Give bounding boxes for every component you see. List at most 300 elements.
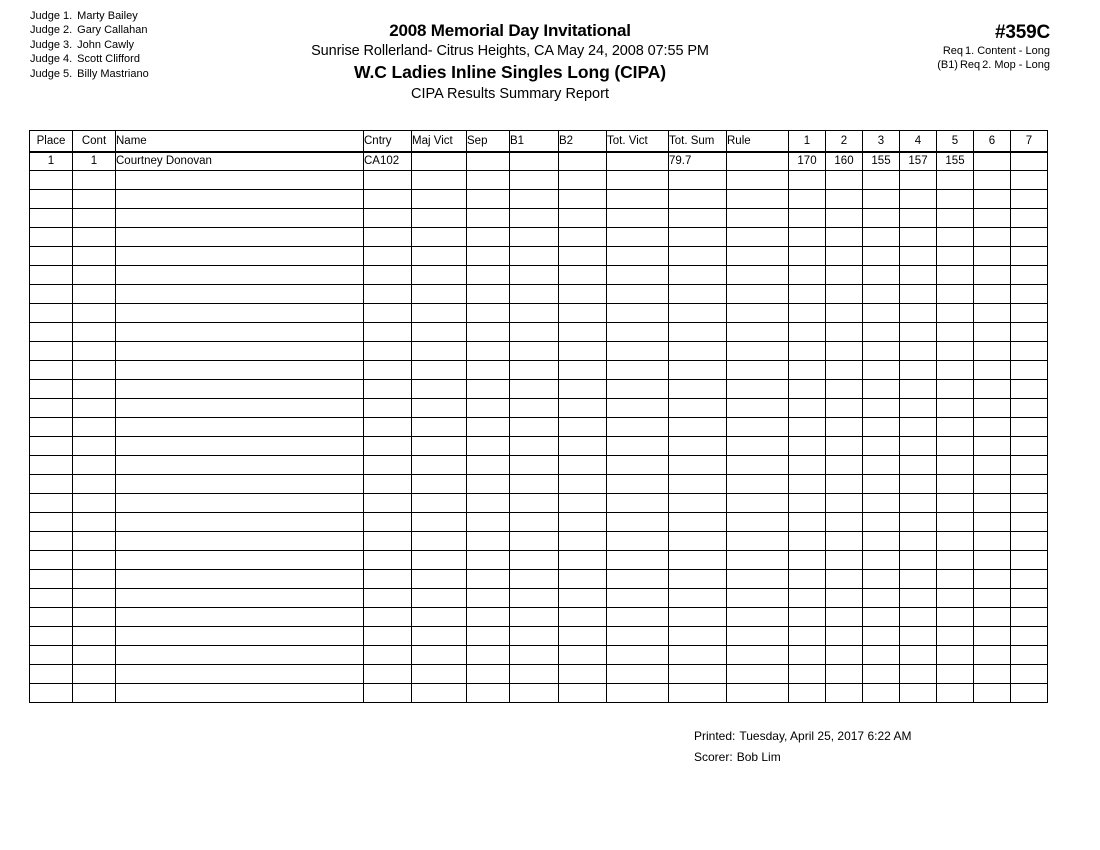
- cell-cntry[interactable]: [364, 437, 412, 456]
- cell-j7[interactable]: [1011, 171, 1048, 190]
- cell-maj_vict[interactable]: [412, 342, 467, 361]
- cell-j6[interactable]: [974, 228, 1011, 247]
- cell-cont[interactable]: [73, 304, 116, 323]
- cell-tot_sum[interactable]: [669, 646, 727, 665]
- cell-cntry[interactable]: [364, 475, 412, 494]
- cell-b1[interactable]: [510, 304, 559, 323]
- cell-j6[interactable]: [974, 171, 1011, 190]
- cell-j7[interactable]: [1011, 418, 1048, 437]
- cell-tot_sum[interactable]: [669, 475, 727, 494]
- cell-j1[interactable]: 170: [789, 152, 826, 171]
- cell-b1[interactable]: [510, 494, 559, 513]
- cell-cont[interactable]: [73, 247, 116, 266]
- cell-j4[interactable]: [900, 437, 937, 456]
- cell-j5[interactable]: [937, 418, 974, 437]
- cell-j7[interactable]: [1011, 190, 1048, 209]
- cell-b1[interactable]: [510, 342, 559, 361]
- cell-j1[interactable]: [789, 475, 826, 494]
- cell-j2[interactable]: [826, 551, 863, 570]
- cell-j5[interactable]: 155: [937, 152, 974, 171]
- cell-name[interactable]: [116, 418, 364, 437]
- cell-name[interactable]: [116, 513, 364, 532]
- cell-j2[interactable]: [826, 266, 863, 285]
- cell-cont[interactable]: [73, 361, 116, 380]
- column-header-j7[interactable]: 7: [1011, 131, 1048, 152]
- cell-j1[interactable]: [789, 209, 826, 228]
- cell-j6[interactable]: [974, 418, 1011, 437]
- cell-j3[interactable]: [863, 551, 900, 570]
- cell-j2[interactable]: [826, 228, 863, 247]
- cell-j4[interactable]: [900, 608, 937, 627]
- cell-tot_vict[interactable]: [607, 570, 669, 589]
- cell-j7[interactable]: [1011, 152, 1048, 171]
- cell-cntry[interactable]: CA102: [364, 152, 412, 171]
- cell-cont[interactable]: [73, 513, 116, 532]
- cell-sep[interactable]: [467, 304, 510, 323]
- table-row-empty[interactable]: [30, 342, 1048, 361]
- cell-maj_vict[interactable]: [412, 247, 467, 266]
- cell-cont[interactable]: [73, 209, 116, 228]
- cell-tot_sum[interactable]: 79.7: [669, 152, 727, 171]
- cell-sep[interactable]: [467, 684, 510, 703]
- cell-j2[interactable]: [826, 323, 863, 342]
- cell-rule[interactable]: [727, 475, 789, 494]
- cell-j7[interactable]: [1011, 513, 1048, 532]
- cell-name[interactable]: [116, 646, 364, 665]
- cell-tot_sum[interactable]: [669, 608, 727, 627]
- cell-b2[interactable]: [559, 456, 607, 475]
- cell-rule[interactable]: [727, 228, 789, 247]
- cell-place[interactable]: [30, 380, 73, 399]
- cell-b1[interactable]: [510, 285, 559, 304]
- cell-tot_sum[interactable]: [669, 228, 727, 247]
- cell-tot_sum[interactable]: [669, 437, 727, 456]
- cell-j4[interactable]: [900, 494, 937, 513]
- cell-j2[interactable]: [826, 684, 863, 703]
- cell-j1[interactable]: [789, 361, 826, 380]
- cell-j1[interactable]: [789, 171, 826, 190]
- cell-maj_vict[interactable]: [412, 228, 467, 247]
- cell-cont[interactable]: [73, 380, 116, 399]
- cell-j1[interactable]: [789, 380, 826, 399]
- cell-b2[interactable]: [559, 380, 607, 399]
- cell-j6[interactable]: [974, 399, 1011, 418]
- cell-rule[interactable]: [727, 380, 789, 399]
- column-header-b2[interactable]: B2: [559, 131, 607, 152]
- cell-tot_sum[interactable]: [669, 456, 727, 475]
- cell-name[interactable]: Courtney Donovan: [116, 152, 364, 171]
- cell-sep[interactable]: [467, 570, 510, 589]
- cell-j1[interactable]: [789, 570, 826, 589]
- cell-tot_vict[interactable]: [607, 684, 669, 703]
- cell-sep[interactable]: [467, 247, 510, 266]
- cell-cont[interactable]: [73, 627, 116, 646]
- cell-maj_vict[interactable]: [412, 190, 467, 209]
- cell-cntry[interactable]: [364, 608, 412, 627]
- cell-b2[interactable]: [559, 532, 607, 551]
- cell-j1[interactable]: [789, 589, 826, 608]
- cell-j4[interactable]: [900, 456, 937, 475]
- cell-b2[interactable]: [559, 437, 607, 456]
- cell-cont[interactable]: 1: [73, 152, 116, 171]
- table-row-empty[interactable]: [30, 684, 1048, 703]
- cell-j4[interactable]: [900, 665, 937, 684]
- cell-tot_sum[interactable]: [669, 627, 727, 646]
- cell-cont[interactable]: [73, 437, 116, 456]
- cell-maj_vict[interactable]: [412, 494, 467, 513]
- cell-j4[interactable]: [900, 589, 937, 608]
- cell-sep[interactable]: [467, 551, 510, 570]
- cell-place[interactable]: [30, 247, 73, 266]
- cell-j6[interactable]: [974, 247, 1011, 266]
- cell-place[interactable]: [30, 532, 73, 551]
- cell-cntry[interactable]: [364, 399, 412, 418]
- column-header-sep[interactable]: Sep: [467, 131, 510, 152]
- cell-place[interactable]: 1: [30, 152, 73, 171]
- cell-j1[interactable]: [789, 247, 826, 266]
- cell-b1[interactable]: [510, 475, 559, 494]
- cell-b2[interactable]: [559, 589, 607, 608]
- cell-b2[interactable]: [559, 304, 607, 323]
- cell-j1[interactable]: [789, 323, 826, 342]
- cell-j5[interactable]: [937, 323, 974, 342]
- cell-j2[interactable]: [826, 380, 863, 399]
- cell-rule[interactable]: [727, 570, 789, 589]
- cell-name[interactable]: [116, 171, 364, 190]
- cell-name[interactable]: [116, 399, 364, 418]
- cell-cntry[interactable]: [364, 570, 412, 589]
- cell-j2[interactable]: [826, 646, 863, 665]
- cell-sep[interactable]: [467, 494, 510, 513]
- cell-name[interactable]: [116, 380, 364, 399]
- column-header-j4[interactable]: 4: [900, 131, 937, 152]
- cell-tot_sum[interactable]: [669, 247, 727, 266]
- cell-j7[interactable]: [1011, 494, 1048, 513]
- cell-b2[interactable]: [559, 418, 607, 437]
- cell-tot_vict[interactable]: [607, 323, 669, 342]
- cell-j3[interactable]: [863, 608, 900, 627]
- table-row-empty[interactable]: [30, 323, 1048, 342]
- cell-j4[interactable]: [900, 342, 937, 361]
- cell-j6[interactable]: [974, 152, 1011, 171]
- cell-b2[interactable]: [559, 608, 607, 627]
- cell-rule[interactable]: [727, 285, 789, 304]
- cell-j4[interactable]: [900, 551, 937, 570]
- cell-name[interactable]: [116, 285, 364, 304]
- cell-j1[interactable]: [789, 532, 826, 551]
- cell-b2[interactable]: [559, 285, 607, 304]
- cell-rule[interactable]: [727, 190, 789, 209]
- cell-name[interactable]: [116, 266, 364, 285]
- cell-j1[interactable]: [789, 627, 826, 646]
- cell-j5[interactable]: [937, 513, 974, 532]
- cell-tot_vict[interactable]: [607, 361, 669, 380]
- cell-j6[interactable]: [974, 361, 1011, 380]
- cell-j6[interactable]: [974, 285, 1011, 304]
- cell-tot_sum[interactable]: [669, 494, 727, 513]
- table-row[interactable]: [30, 152, 1048, 171]
- cell-cont[interactable]: [73, 684, 116, 703]
- cell-j3[interactable]: [863, 342, 900, 361]
- cell-j1[interactable]: [789, 494, 826, 513]
- cell-name[interactable]: [116, 190, 364, 209]
- table-row-empty[interactable]: [30, 228, 1048, 247]
- cell-tot_vict[interactable]: [607, 247, 669, 266]
- cell-b1[interactable]: [510, 646, 559, 665]
- cell-j3[interactable]: [863, 266, 900, 285]
- cell-b1[interactable]: [510, 608, 559, 627]
- column-header-j5[interactable]: 5: [937, 131, 974, 152]
- cell-j3[interactable]: [863, 646, 900, 665]
- cell-j7[interactable]: [1011, 475, 1048, 494]
- cell-cont[interactable]: [73, 456, 116, 475]
- cell-j7[interactable]: [1011, 266, 1048, 285]
- cell-name[interactable]: [116, 361, 364, 380]
- cell-rule[interactable]: [727, 209, 789, 228]
- column-header-name[interactable]: Name: [116, 131, 364, 152]
- cell-tot_sum[interactable]: [669, 532, 727, 551]
- cell-j6[interactable]: [974, 266, 1011, 285]
- cell-j7[interactable]: [1011, 665, 1048, 684]
- cell-j5[interactable]: [937, 532, 974, 551]
- cell-maj_vict[interactable]: [412, 304, 467, 323]
- cell-maj_vict[interactable]: [412, 266, 467, 285]
- cell-cntry[interactable]: [364, 513, 412, 532]
- cell-maj_vict[interactable]: [412, 684, 467, 703]
- table-row-empty[interactable]: [30, 570, 1048, 589]
- cell-b1[interactable]: [510, 570, 559, 589]
- cell-name[interactable]: [116, 665, 364, 684]
- cell-tot_vict[interactable]: [607, 456, 669, 475]
- column-header-j2[interactable]: 2: [826, 131, 863, 152]
- cell-b2[interactable]: [559, 551, 607, 570]
- cell-j3[interactable]: [863, 570, 900, 589]
- cell-name[interactable]: [116, 323, 364, 342]
- cell-cntry[interactable]: [364, 285, 412, 304]
- cell-cont[interactable]: [73, 266, 116, 285]
- cell-maj_vict[interactable]: [412, 418, 467, 437]
- cell-j3[interactable]: [863, 684, 900, 703]
- cell-name[interactable]: [116, 532, 364, 551]
- cell-cont[interactable]: [73, 418, 116, 437]
- cell-j3[interactable]: [863, 361, 900, 380]
- cell-j6[interactable]: [974, 437, 1011, 456]
- cell-tot_vict[interactable]: [607, 228, 669, 247]
- cell-rule[interactable]: [727, 399, 789, 418]
- cell-b1[interactable]: [510, 209, 559, 228]
- cell-cntry[interactable]: [364, 323, 412, 342]
- cell-j7[interactable]: [1011, 361, 1048, 380]
- cell-j7[interactable]: [1011, 247, 1048, 266]
- cell-sep[interactable]: [467, 190, 510, 209]
- cell-j6[interactable]: [974, 665, 1011, 684]
- cell-tot_vict[interactable]: [607, 551, 669, 570]
- column-header-b1[interactable]: B1: [510, 131, 559, 152]
- column-header-tot_vict[interactable]: Tot. Vict: [607, 131, 669, 152]
- column-header-cntry[interactable]: Cntry: [364, 131, 412, 152]
- cell-j7[interactable]: [1011, 589, 1048, 608]
- cell-j1[interactable]: [789, 551, 826, 570]
- cell-place[interactable]: [30, 342, 73, 361]
- cell-place[interactable]: [30, 209, 73, 228]
- cell-j4[interactable]: [900, 285, 937, 304]
- cell-tot_sum[interactable]: [669, 665, 727, 684]
- cell-j3[interactable]: [863, 323, 900, 342]
- cell-j3[interactable]: [863, 247, 900, 266]
- cell-j4[interactable]: [900, 171, 937, 190]
- cell-j5[interactable]: [937, 627, 974, 646]
- cell-j6[interactable]: [974, 304, 1011, 323]
- cell-b1[interactable]: [510, 171, 559, 190]
- cell-cntry[interactable]: [364, 646, 412, 665]
- cell-b2[interactable]: [559, 475, 607, 494]
- cell-rule[interactable]: [727, 323, 789, 342]
- cell-b1[interactable]: [510, 399, 559, 418]
- table-row-empty[interactable]: [30, 418, 1048, 437]
- cell-name[interactable]: [116, 627, 364, 646]
- cell-cont[interactable]: [73, 494, 116, 513]
- cell-j7[interactable]: [1011, 608, 1048, 627]
- cell-j6[interactable]: [974, 190, 1011, 209]
- cell-j5[interactable]: [937, 570, 974, 589]
- cell-b1[interactable]: [510, 380, 559, 399]
- cell-j2[interactable]: [826, 190, 863, 209]
- cell-tot_vict[interactable]: [607, 418, 669, 437]
- cell-rule[interactable]: [727, 266, 789, 285]
- cell-place[interactable]: [30, 627, 73, 646]
- cell-j2[interactable]: [826, 399, 863, 418]
- cell-b2[interactable]: [559, 570, 607, 589]
- table-row-empty[interactable]: [30, 171, 1048, 190]
- cell-j1[interactable]: [789, 513, 826, 532]
- cell-j1[interactable]: [789, 190, 826, 209]
- cell-cont[interactable]: [73, 323, 116, 342]
- cell-j5[interactable]: [937, 684, 974, 703]
- cell-sep[interactable]: [467, 323, 510, 342]
- cell-b1[interactable]: [510, 437, 559, 456]
- cell-j1[interactable]: [789, 665, 826, 684]
- cell-b2[interactable]: [559, 494, 607, 513]
- cell-b1[interactable]: [510, 532, 559, 551]
- table-row-empty[interactable]: [30, 532, 1048, 551]
- cell-b1[interactable]: [510, 589, 559, 608]
- cell-sep[interactable]: [467, 513, 510, 532]
- cell-j7[interactable]: [1011, 551, 1048, 570]
- cell-j5[interactable]: [937, 342, 974, 361]
- cell-place[interactable]: [30, 475, 73, 494]
- cell-j3[interactable]: [863, 399, 900, 418]
- cell-place[interactable]: [30, 190, 73, 209]
- cell-maj_vict[interactable]: [412, 323, 467, 342]
- cell-j3[interactable]: [863, 418, 900, 437]
- cell-j1[interactable]: [789, 684, 826, 703]
- cell-rule[interactable]: [727, 608, 789, 627]
- cell-j2[interactable]: [826, 475, 863, 494]
- cell-tot_vict[interactable]: [607, 152, 669, 171]
- cell-maj_vict[interactable]: [412, 152, 467, 171]
- cell-sep[interactable]: [467, 532, 510, 551]
- cell-j4[interactable]: [900, 475, 937, 494]
- table-row-empty[interactable]: [30, 361, 1048, 380]
- cell-cntry[interactable]: [364, 418, 412, 437]
- cell-place[interactable]: [30, 589, 73, 608]
- cell-sep[interactable]: [467, 342, 510, 361]
- table-row-empty[interactable]: [30, 551, 1048, 570]
- cell-j1[interactable]: [789, 399, 826, 418]
- cell-sep[interactable]: [467, 475, 510, 494]
- cell-name[interactable]: [116, 209, 364, 228]
- table-row-empty[interactable]: [30, 247, 1048, 266]
- cell-name[interactable]: [116, 684, 364, 703]
- cell-j3[interactable]: [863, 437, 900, 456]
- cell-rule[interactable]: [727, 437, 789, 456]
- cell-place[interactable]: [30, 399, 73, 418]
- cell-j4[interactable]: [900, 646, 937, 665]
- cell-tot_sum[interactable]: [669, 380, 727, 399]
- cell-j7[interactable]: [1011, 209, 1048, 228]
- cell-place[interactable]: [30, 570, 73, 589]
- cell-b2[interactable]: [559, 513, 607, 532]
- cell-j5[interactable]: [937, 494, 974, 513]
- cell-sep[interactable]: [467, 171, 510, 190]
- cell-place[interactable]: [30, 608, 73, 627]
- cell-b1[interactable]: [510, 190, 559, 209]
- cell-tot_vict[interactable]: [607, 342, 669, 361]
- cell-j2[interactable]: [826, 494, 863, 513]
- table-row-empty[interactable]: [30, 475, 1048, 494]
- cell-tot_sum[interactable]: [669, 551, 727, 570]
- cell-sep[interactable]: [467, 209, 510, 228]
- table-row-empty[interactable]: [30, 646, 1048, 665]
- cell-b1[interactable]: [510, 323, 559, 342]
- cell-place[interactable]: [30, 551, 73, 570]
- cell-j2[interactable]: [826, 209, 863, 228]
- cell-j3[interactable]: [863, 228, 900, 247]
- cell-b2[interactable]: [559, 665, 607, 684]
- table-row-empty[interactable]: [30, 266, 1048, 285]
- cell-b2[interactable]: [559, 342, 607, 361]
- cell-place[interactable]: [30, 494, 73, 513]
- cell-tot_sum[interactable]: [669, 342, 727, 361]
- cell-cntry[interactable]: [364, 304, 412, 323]
- cell-sep[interactable]: [467, 380, 510, 399]
- cell-maj_vict[interactable]: [412, 532, 467, 551]
- cell-place[interactable]: [30, 304, 73, 323]
- cell-tot_vict[interactable]: [607, 608, 669, 627]
- cell-maj_vict[interactable]: [412, 608, 467, 627]
- cell-j2[interactable]: [826, 570, 863, 589]
- cell-b1[interactable]: [510, 361, 559, 380]
- cell-sep[interactable]: [467, 665, 510, 684]
- table-row-empty[interactable]: [30, 627, 1048, 646]
- cell-j6[interactable]: [974, 475, 1011, 494]
- cell-j7[interactable]: [1011, 570, 1048, 589]
- cell-maj_vict[interactable]: [412, 171, 467, 190]
- cell-tot_vict[interactable]: [607, 475, 669, 494]
- cell-j3[interactable]: [863, 190, 900, 209]
- cell-maj_vict[interactable]: [412, 570, 467, 589]
- cell-tot_vict[interactable]: [607, 380, 669, 399]
- table-row-empty[interactable]: [30, 494, 1048, 513]
- cell-tot_vict[interactable]: [607, 209, 669, 228]
- cell-place[interactable]: [30, 418, 73, 437]
- cell-maj_vict[interactable]: [412, 551, 467, 570]
- cell-j7[interactable]: [1011, 399, 1048, 418]
- cell-rule[interactable]: [727, 494, 789, 513]
- cell-j2[interactable]: [826, 418, 863, 437]
- cell-j3[interactable]: [863, 513, 900, 532]
- cell-name[interactable]: [116, 437, 364, 456]
